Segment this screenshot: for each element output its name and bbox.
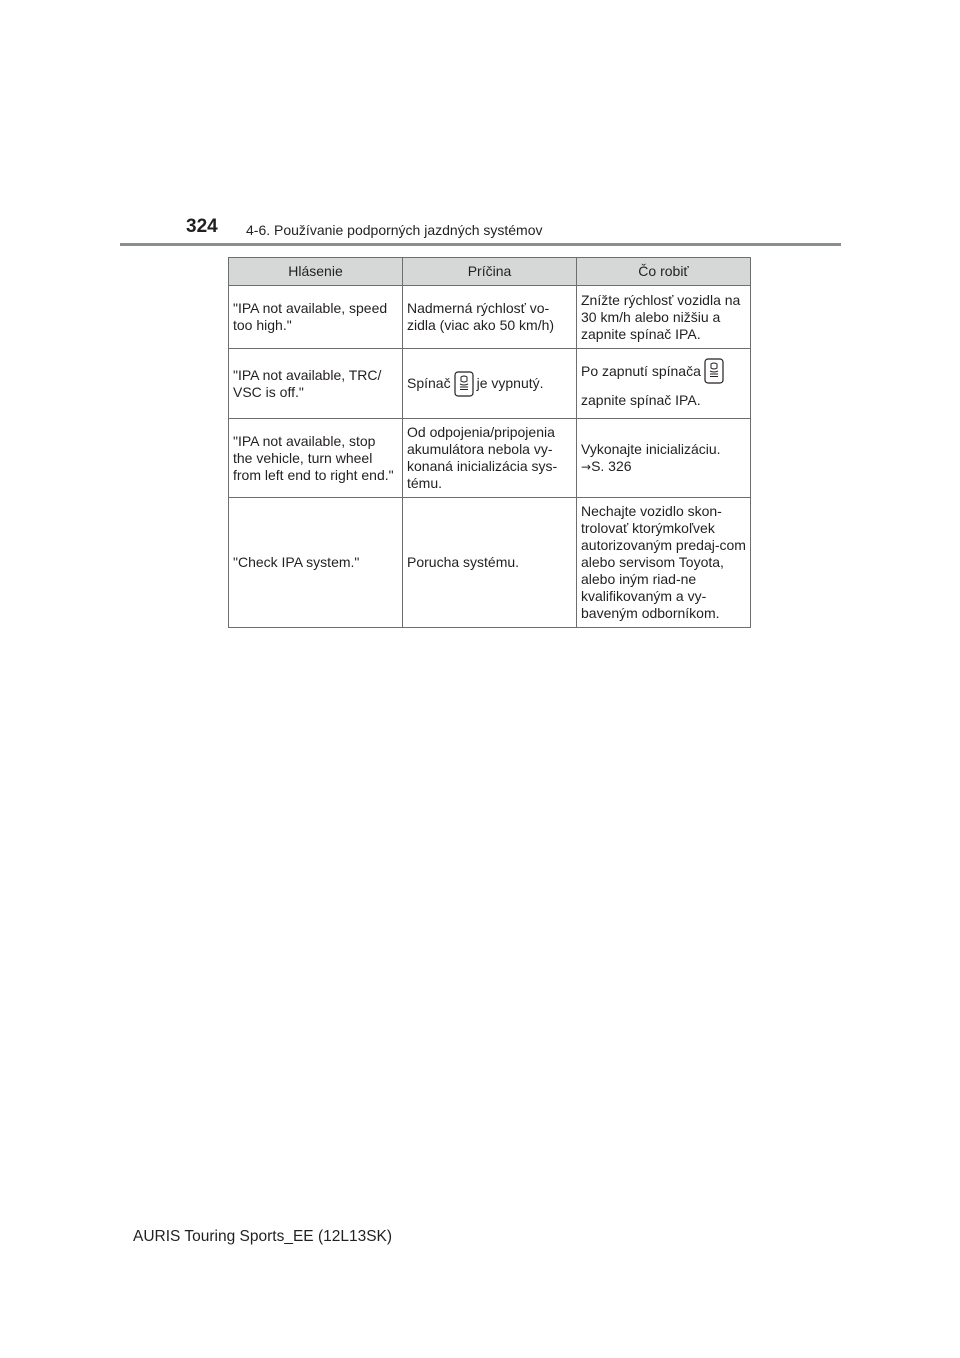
action-cell: Nechajte vozidlo skon-trolovať ktorýmkoľvek autorizovaným predaj-com alebo servisom Toyota, alebo iným riad-ne kvalifikovaným a vy-baveným odborníkom. [577, 498, 751, 628]
action-text-before: Po zapnutí spínača [581, 362, 701, 379]
page-reference [581, 458, 746, 476]
table-row [229, 349, 751, 419]
column-header-action: Čo robiť [577, 258, 751, 286]
header-rule [120, 243, 841, 246]
message-table [228, 257, 751, 628]
action-text-after: zapnite spínač IPA. [581, 392, 701, 408]
cause-cell: Od odpojenia/pripojenia akumulátora nebola vy-konaná inicializácia sys-tému. [403, 419, 577, 498]
action-cell: Znížte rýchlosť vozidla na 30 km/h alebo nižšiu a zapnite spínač IPA. [577, 286, 751, 349]
footer-model-code: AURIS Touring Sports_EE (12L13SK) [133, 1228, 393, 1245]
message-cell: "Check IPA system." [229, 498, 403, 628]
action-text: Vykonajte inicializáciu. [581, 440, 721, 457]
vsc-off-switch-icon [704, 358, 724, 384]
reference-page: S. 326 [591, 457, 632, 474]
table-row [229, 419, 751, 498]
action-cell [577, 349, 751, 419]
message-cell: "IPA not available, stop the vehicle, turn wheel from left end to right end." [229, 419, 403, 498]
table-header-row [229, 258, 751, 286]
message-cell: "IPA not available, speed too high." [229, 286, 403, 349]
page-number: 324 [186, 216, 218, 237]
cause-cell: Porucha systému. [403, 498, 577, 628]
table-row [229, 286, 751, 349]
cause-text-after: je vypnutý. [476, 375, 544, 391]
table-row [229, 498, 751, 628]
vsc-off-switch-icon [454, 371, 474, 397]
message-cell: "IPA not available, TRC/ VSC is off." [229, 349, 403, 419]
section-title: 4-6. Používanie podporných jazdných systémov [246, 222, 543, 238]
action-cell [577, 419, 751, 498]
cause-cell [403, 349, 577, 419]
column-header-cause: Príčina [403, 258, 577, 286]
cause-text-before: Spínač [407, 375, 451, 391]
cause-cell: Nadmerná rýchlosť vo-zidla (viac ako 50 km/h) [403, 286, 577, 349]
column-header-message: Hlásenie [229, 258, 403, 286]
reference-arrow: → [581, 459, 592, 474]
